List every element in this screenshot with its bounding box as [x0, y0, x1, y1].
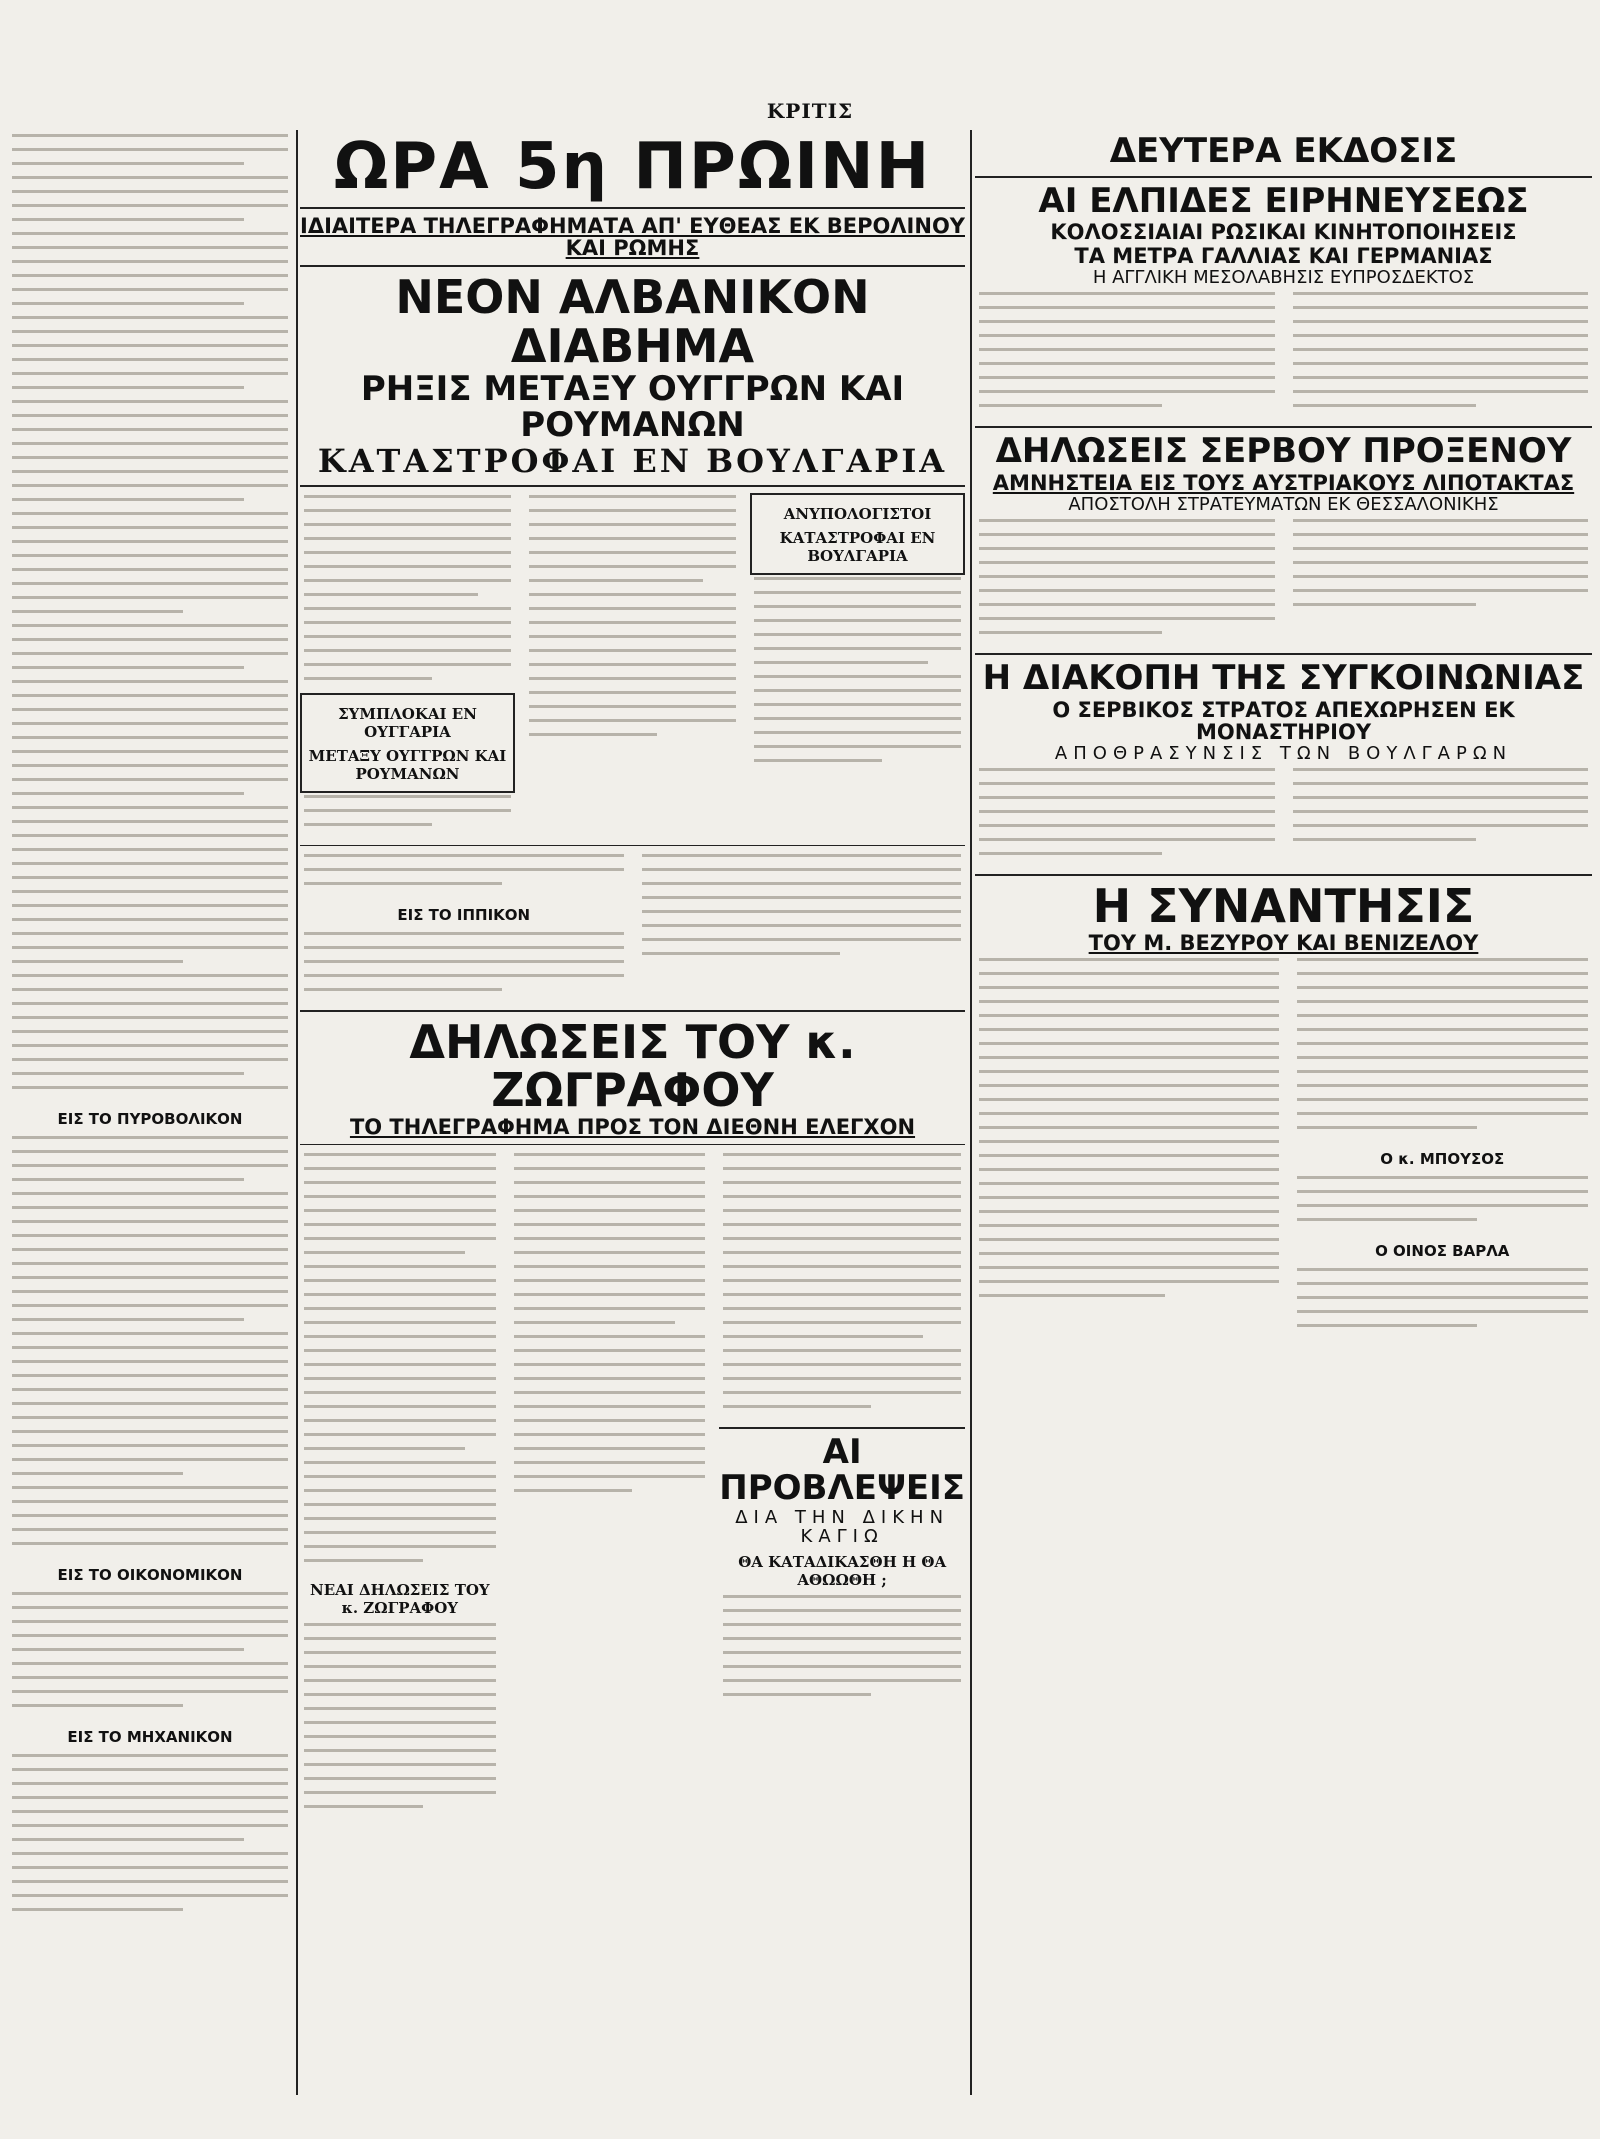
catastrophes-head-1: ΑΝΥΠΟΛΟΓΙΣΤΟΙ: [783, 504, 932, 523]
center-article-1b: [300, 793, 515, 839]
rule: [975, 426, 1592, 428]
left-column: [8, 132, 292, 2092]
meeting-text-2: [1293, 956, 1593, 1142]
zografos-row: [300, 1151, 965, 1821]
center-article-3: [750, 575, 965, 775]
serbian-army-headline: Ο ΣΕΡΒΙΚΟΣ ΣΤΡΑΤΟΣ ΑΠΕΧΩΡΗΣΕΝ ΕΚ ΜΟΝΑΣΤΗΡΙΟΥ: [1052, 697, 1515, 744]
headline-albanian: ΝΕΟΝ ΑΛΒΑΝΙΚΟΝ ΔΙΑΒΗΜΑ: [395, 270, 870, 373]
rule: [300, 265, 965, 267]
zografos-text-3: [719, 1151, 965, 1421]
peace-headline: ΑΙ ΕΛΠΙΔΕΣ ΕΙΡΗΝΕΥΣΕΩΣ: [1038, 180, 1529, 221]
rule: [300, 207, 965, 209]
column-rule-1: [296, 130, 298, 2095]
masthead: ΚΡΙΤΙΣ: [766, 99, 854, 123]
rule: [300, 485, 965, 487]
zografos-text-1: [300, 1151, 500, 1575]
zografos-text-2: [510, 1151, 710, 1505]
rule: [719, 1427, 965, 1429]
predictions-kicker: ΘΑ ΚΑΤΑΔΙΚΑΣΘΗ Η ΘΑ ΑΘΩΩΘΗ ;: [738, 1552, 947, 1589]
meeting-text-3: [1293, 1174, 1593, 1234]
left-body-text-2: [8, 1134, 292, 1558]
right-text-5: [975, 766, 1279, 868]
rule: [300, 845, 965, 846]
right-text-6: [1289, 766, 1593, 868]
bulgarians-headline: ΑΠΟΘΡΑΣΥΝΣΙΣ ΤΩΝ ΒΟΥΛΓΑΡΩΝ: [1054, 742, 1513, 764]
meeting-text-1: [975, 956, 1283, 1340]
center-article-2: [525, 493, 740, 749]
communications-headline: Η ΔΙΑΚΟΠΗ ΤΗΣ ΣΥΓΚΟΙΝΩΝΙΑΣ: [982, 657, 1585, 698]
predictions-text: [719, 1593, 965, 1709]
hungary-head-1: ΣΥΜΠΛΟΚΑΙ ΕΝ ΟΥΓΓΑΡΙΑ: [338, 704, 477, 741]
right-mid-row: [975, 517, 1592, 647]
right-text-1: [975, 290, 1279, 420]
center-list-2: [638, 852, 966, 968]
meeting-row: [975, 956, 1592, 1340]
rule: [975, 874, 1592, 876]
meeting-subtitle: ΤΟΥ Μ. ΒΕΖΥΡΟΥ ΚΑΙ ΒΕΝΙΖΕΛΟΥ: [1088, 930, 1479, 955]
right-text-2: [1289, 290, 1593, 420]
zografos-text-1b: [300, 1621, 500, 1821]
center-top-row: [300, 493, 965, 839]
rule: [975, 653, 1592, 655]
rule: [300, 1010, 965, 1012]
right-lower-row: [975, 766, 1592, 868]
banner-subtitle: ΙΔΙΑΙΤΕΡΑ ΤΗΛΕΓΡΑΦΗΜΑΤΑ ΑΠ' ΕΥΘΕΑΣ ΕΚ ΒΕΡΟΛΙΝΟΥ ΚΑΙ ΡΩΜΗΣ: [300, 214, 965, 261]
column-rule-2: [970, 130, 972, 2095]
left-body-text: [8, 132, 292, 1102]
right-top-row: [975, 290, 1592, 420]
section-head-artillery: ΕΙΣ ΤΟ ΠΥΡΟΒΟΛΙΚΟΝ: [57, 1110, 243, 1128]
left-body-text-4: [8, 1752, 292, 1924]
troops-headline: ΑΠΟΣΤΟΛΗ ΣΤΡΑΤΕΥΜΑΤΩΝ ΕΚ ΘΕΣΣΑΛΟΝΙΚΗΣ: [1068, 494, 1499, 516]
zografos-item-head: ΝΕΑΙ ΔΗΛΩΣΕΙΣ ΤΟΥ κ. ΖΩΓΡΑΦΟΥ: [309, 1581, 490, 1618]
headline-rift: ΡΗΞΙΣ ΜΕΤΑΞΥ ΟΥΓΓΡΩΝ ΚΑΙ ΡΟΥΜΑΝΩΝ: [360, 368, 905, 445]
left-body-text-3: [8, 1590, 292, 1720]
rule: [300, 1144, 965, 1145]
section-head-finance: ΕΙΣ ΤΟ ΟΙΚΟΝΟΜΙΚΟΝ: [57, 1566, 243, 1584]
zografos-headline: ΔΗΛΩΣΕΙΣ ΤΟΥ κ. ΖΩΓΡΑΦΟΥ: [409, 1014, 856, 1118]
center-article-1: [300, 493, 515, 693]
edition-banner: ΔΕΥΤΕΡΑ ΕΚΔΟΣΙΣ: [1109, 132, 1458, 171]
right-text-3: [975, 517, 1279, 647]
wine-text: [1293, 1266, 1593, 1340]
mobilization-headline: ΚΟΛΟΣΣΙΑΙΑΙ ΡΩΣΙΚΑΙ ΚΙΝΗΤΟΠΟΙΗΣΕΙΣ: [1050, 220, 1517, 245]
right-column: [975, 132, 1592, 2092]
mediation-headline: Η ΑΓΓΛΙΚΗ ΜΕΣΟΛΑΒΗΣΙΣ ΕΥΠΡΟΣΔΕΚΤΟΣ: [1092, 267, 1475, 289]
predictions-headline: ΑΙ ΠΡΟΒΛΕΨΕΙΣ: [719, 1432, 965, 1509]
wine-headline: Ο ΟΙΝΟΣ ΒΑΡΛΑ: [1375, 1242, 1510, 1260]
serbian-consul-headline: ΔΗΛΩΣΕΙΣ ΣΕΡΒΟΥ ΠΡΟΞΕΝΟΥ: [995, 431, 1572, 472]
meeting-headline: Η ΣΥΝΑΝΤΗΣΙΣ: [1092, 878, 1475, 933]
measures-headline: ΤΑ ΜΕΤΡΑ ΓΑΛΛΙΑΣ ΚΑΙ ΓΕΡΜΑΝΙΑΣ: [1074, 244, 1493, 269]
center-list-1b: [300, 930, 628, 1004]
center-mid-row: [300, 852, 965, 1004]
amnesty-headline: ΑΜΝΗΣΤΕΙΑ ΕΙΣ ΤΟΥΣ ΑΥΣΤΡΙΑΚΟΥΣ ΛΙΠΟΤΑΚΤΑΣ: [992, 471, 1575, 496]
predictions-subtitle: ΔΙΑ ΤΗΝ ΔΙΚΗΝ ΚΑΓΙΩ: [735, 1506, 950, 1547]
center-column: [300, 132, 965, 2092]
section-head-engineering: ΕΙΣ ΤΟ ΜΗΧΑΝΙΚΟΝ: [67, 1728, 233, 1746]
section-head-cavalry: ΕΙΣ ΤΟ ΙΠΠΙΚΟΝ: [397, 905, 531, 924]
catastrophes-box: [750, 493, 965, 575]
hungary-box: [300, 693, 515, 793]
hungary-head-2: ΜΕΤΑΞΥ ΟΥΓΓΡΩΝ ΚΑΙ ΡΟΥΜΑΝΩΝ: [308, 746, 507, 783]
headline-bulgaria: ΚΑΤΑΣΤΡΟΦΑΙ ΕΝ ΒΟΥΛΓΑΡΙΑ: [317, 442, 948, 481]
right-text-4: [1289, 517, 1593, 647]
zografos-subtitle: ΤΟ ΤΗΛΕΓΡΑΦΗΜΑ ΠΡΟΣ ΤΟΝ ΔΙΕΘΝΗ ΕΛΕΓΧΟΝ: [349, 1115, 916, 1140]
banner-headline: ΩΡΑ 5η ΠΡΩΙΝΗ: [333, 132, 932, 204]
center-list-1: [300, 852, 628, 898]
small-headline: Ο κ. ΜΠΟΥΣΟΣ: [1380, 1150, 1505, 1168]
catastrophes-head-2: ΚΑΤΑΣΤΡΟΦΑΙ ΕΝ ΒΟΥΛΓΑΡΙΑ: [779, 528, 936, 565]
rule: [975, 176, 1592, 178]
